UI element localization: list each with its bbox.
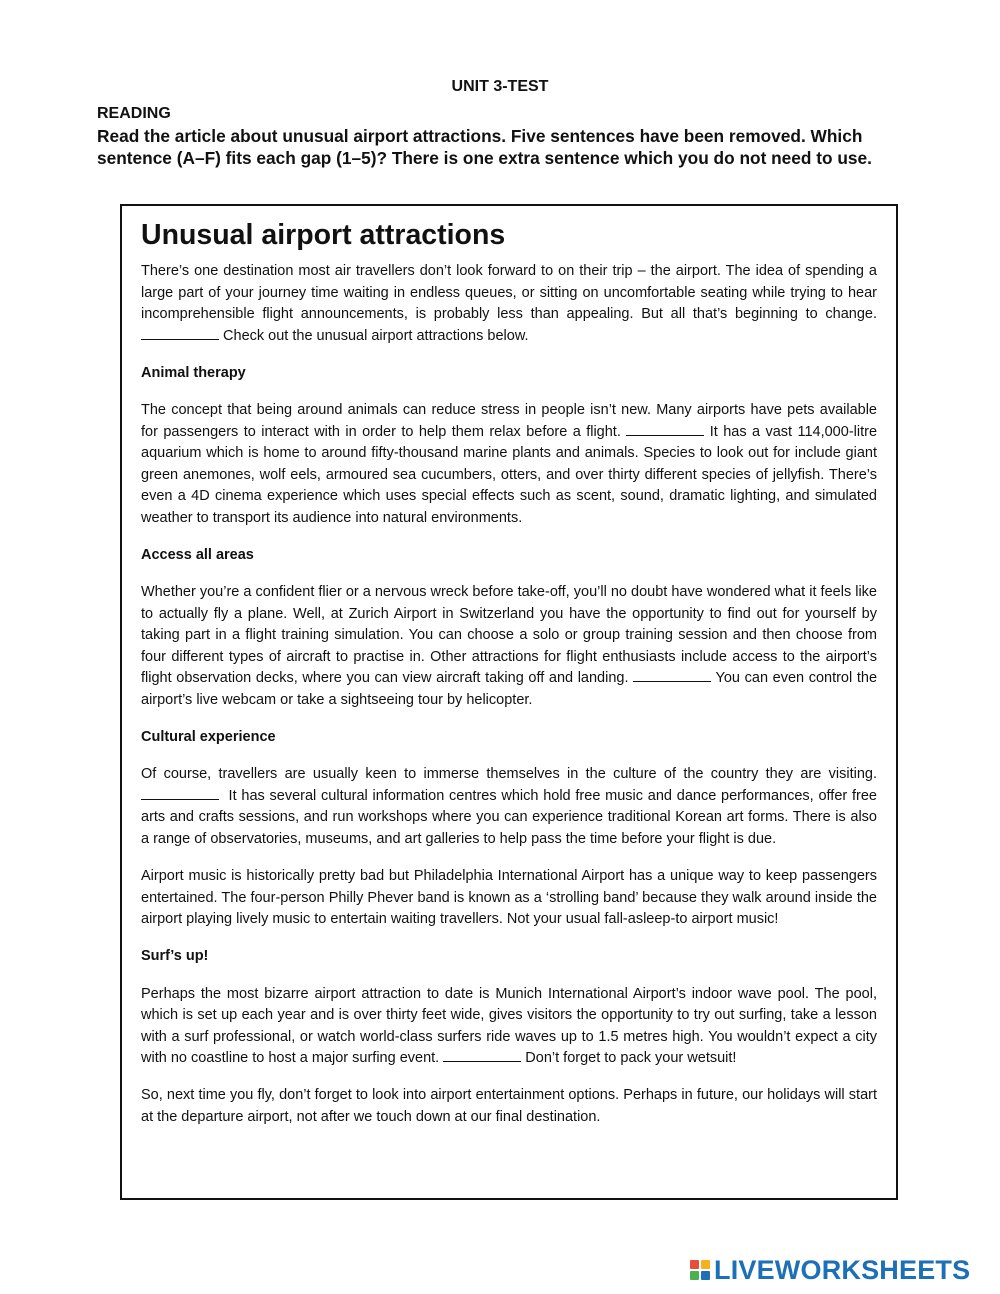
surf-paragraph xyxy=(141,984,877,1070)
animal-text: The concept that being around animals can reduce stress in people isn’t new. Many airports have pets available for passengers to interact with in order to help them relax before a flight. xyxy=(141,402,877,440)
intro-text-after: Check out the unusual airport attractions below. xyxy=(223,327,529,344)
gap-4[interactable] xyxy=(141,787,219,800)
liveworksheets-logo[interactable] xyxy=(690,1254,970,1286)
logo-square-icon xyxy=(701,1260,710,1269)
article-box xyxy=(120,204,898,1200)
surf-text: Perhaps the most bizarre airport attraction to date is Munich International Airport’s indoor wave pool. The pool, which is set up each year and is over thirty feet wide, gives visitors the opportunity to try out surfing, take a lesson with a surf professional, or watch world-class surfers ride waves up to 1.5 metres high. You wouldn’t expect a city with no coastline to host a major surfing event. xyxy=(141,985,877,1067)
intro-text: There’s one destination most air travellers don’t look forward to on their trip – the airport. The idea of spending a large part of your journey time waiting in endless queues, or sitting on uncomfortable seating while trying to hear incomprehensible flight announcements, is probably less than appealing. But all that’s beginning to change. xyxy=(141,263,877,322)
section-label: READING xyxy=(97,105,171,122)
heading-surfs-up: Surf’s up! xyxy=(141,948,209,965)
culture-paragraph xyxy=(141,764,877,850)
heading-animal-therapy: Animal therapy xyxy=(141,364,246,381)
unit-title: UNIT 3-TEST xyxy=(451,78,549,95)
gap-1[interactable] xyxy=(141,327,219,340)
conclusion-paragraph: So, next time you fly, don’t forget to look into airport entertainment options. Perhaps in future, our holidays will start at the departure airport, not after we touch down at our final destination. xyxy=(141,1087,877,1125)
gap-3[interactable] xyxy=(633,669,711,682)
intro-paragraph xyxy=(141,261,877,347)
access-text: Whether you’re a confident flier or a nervous wreck before take-off, you’ll no doubt have wondered what it feels like to actually fly a plane. Well, at Zurich Airport in Switzerland you have the opportunity to find out for yourself by taking part in a flight training simulation. You can choose a solo or group training session and then choose from four different types of aircraft to practise in. Other attractions for flight enthusiasts include access to the airport’s flight observation decks, where you can view aircraft taking off and landing. xyxy=(141,584,877,687)
logo-square-icon xyxy=(690,1260,699,1269)
animal-paragraph xyxy=(141,400,877,529)
heading-access-all-areas: Access all areas xyxy=(141,546,254,563)
logo-square-icon xyxy=(701,1271,710,1280)
access-text-after: You can even control the airport’s live webcam or take a sightseeing tour by helicopter. xyxy=(141,670,878,708)
logo-text: LIVEWORKSHEETS xyxy=(714,1254,971,1285)
gap-2[interactable] xyxy=(626,423,704,436)
animal-text-after: It has a vast 114,000-litre aquarium which is home to around fifty-thousand marine plants and animals. Species to look out for include giant green anemones, wolf eels, armoured sea cucumbers, otters, and over thirty different species of jellyfish. There’s even a 4D cinema experience which uses special effects such as scent, sound, dramatic lighting, and simulated weather to transport its audience into natural environments. xyxy=(141,423,878,526)
surf-text-after: Don’t forget to pack your wetsuit! xyxy=(525,1050,737,1067)
article-title: Unusual airport attractions xyxy=(141,219,506,251)
instructions: Read the article about unusual airport attractions. Five sentences have been removed. Which sentence (A–F) fits each gap (1–5)? There is one extra sentence which you do not need to use. xyxy=(97,126,872,168)
culture-text-after: It has several cultural information centres which hold free music and dance performances, offer free arts and crafts sessions, and run workshops where you can experience traditional Korean art forms. There is also a range of observatories, museums, and art galleries to help pass the time before your flight is due. xyxy=(141,787,877,847)
culture-text: Of course, travellers are usually keen to immerse themselves in the culture of the country they are visiting. xyxy=(141,766,877,783)
gap-5[interactable] xyxy=(443,1049,521,1062)
heading-cultural-experience: Cultural experience xyxy=(141,728,276,745)
access-paragraph xyxy=(141,582,877,711)
logo-mark-icon xyxy=(690,1260,710,1280)
logo-square-icon xyxy=(690,1271,699,1280)
music-paragraph: Airport music is historically pretty bad but Philadelphia International Airport has a unique way to keep passengers entertained. The four-person Philly Phever band is known as a ‘strolling band’ because they walk around inside the airport playing lively music to entertain waiting travellers. Not your usual fall-asleep-to airport music! xyxy=(141,868,877,928)
